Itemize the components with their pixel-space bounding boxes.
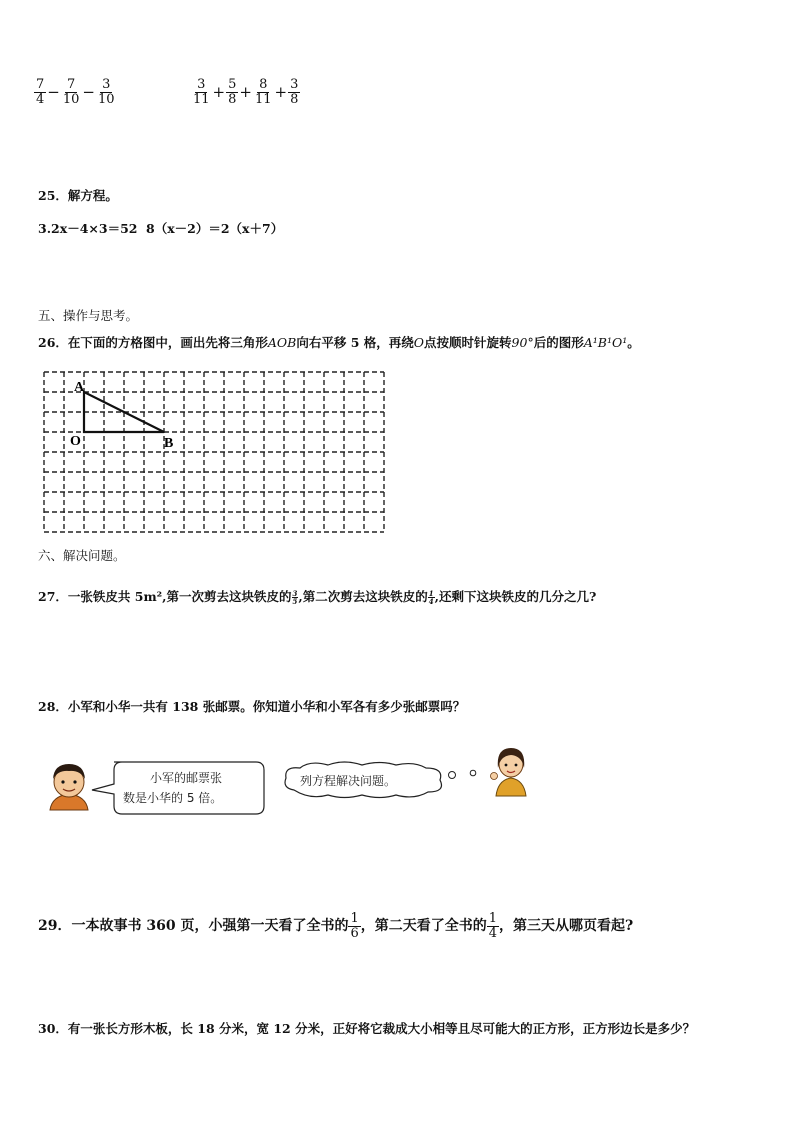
q29-text: 29．一本故事书 360 页，小强第一天看了全书的 $\frac{1}{6}$ ，第二天看了全书的 $\frac{1}{4}$ ，第三天从哪页看起? bbox=[38, 911, 634, 941]
q28-text: 28．小军和小华一共有 138 张邮票。你知道小华和小军各有多少张邮票吗？ bbox=[38, 699, 466, 714]
label-a: A bbox=[74, 380, 85, 395]
bubble-1-line-1: 小军的邮票张 bbox=[150, 771, 223, 785]
fraction: $\frac{1}{4}$ bbox=[428, 589, 434, 606]
section-6-heading: 六、解决问题。 bbox=[38, 548, 126, 563]
fraction: $\frac{3}{10}$ bbox=[97, 77, 115, 107]
fraction: $\frac{3}{5}$ bbox=[292, 589, 298, 606]
fraction: $\frac{3}{8}$ bbox=[290, 77, 299, 107]
label-b: B bbox=[164, 436, 174, 451]
label-o: O bbox=[70, 434, 81, 449]
q25-equation-1: 3.2x－4×3＝52 bbox=[38, 221, 138, 236]
fraction: $\frac{3}{11}$ bbox=[193, 77, 210, 107]
fraction: $\frac{8}{11}$ bbox=[254, 77, 272, 107]
section-5-heading: 五、操作与思考。 bbox=[38, 308, 139, 323]
fraction: $\frac{1}{4}$ bbox=[488, 911, 498, 941]
grid-figure bbox=[40, 366, 385, 536]
bubble-2-text: 列方程解决问题。 bbox=[300, 774, 397, 788]
fraction: $\frac{7}{10}$ bbox=[62, 77, 80, 107]
boy-illustration-icon bbox=[44, 758, 94, 812]
q27-text: 27．一张铁皮共 5m²,第一次剪去这块铁皮的 $\frac{3}{5}$ ,第二次剪去这块铁皮的 $\frac{1}{4}$ ,还剩下这块铁皮的几分之几? bbox=[38, 589, 597, 606]
expression-right: $\frac{3}{11}$ + $\frac{5}{8}$ + $\frac{8}{11}$ + $\frac{3}{8}$ bbox=[193, 77, 299, 107]
bubble-1-line-2: 数是小华的 5 倍。 bbox=[123, 791, 223, 805]
q25-title: 25．解方程。 bbox=[38, 188, 118, 203]
expression-left: $\frac{7}{4}$ − $\frac{7}{10}$ − $\frac{3}{10}$ bbox=[36, 77, 115, 107]
q25-equation-2: 8（x－2）＝2（x＋7） bbox=[146, 221, 284, 236]
fraction: $\frac{1}{6}$ bbox=[350, 911, 359, 941]
girl-illustration-icon bbox=[488, 742, 534, 798]
q30-text: 30．有一张长方形木板，长 18 分米，宽 12 分米，正好将它裁成大小相等且尽可能大的正方形，正方形边长是多少？ bbox=[38, 1021, 696, 1036]
q26-text: 26．在下面的方格图中，画出先将三角形AOB向右平移 5 格，再绕O点按顺时针旋转90°后的图形A¹B¹O¹。 bbox=[38, 335, 640, 350]
thought-dots bbox=[446, 766, 486, 782]
fraction: $\frac{7}{4}$ bbox=[36, 77, 45, 107]
fraction: $\frac{5}{8}$ bbox=[228, 77, 237, 107]
dashed-grid bbox=[44, 372, 384, 532]
